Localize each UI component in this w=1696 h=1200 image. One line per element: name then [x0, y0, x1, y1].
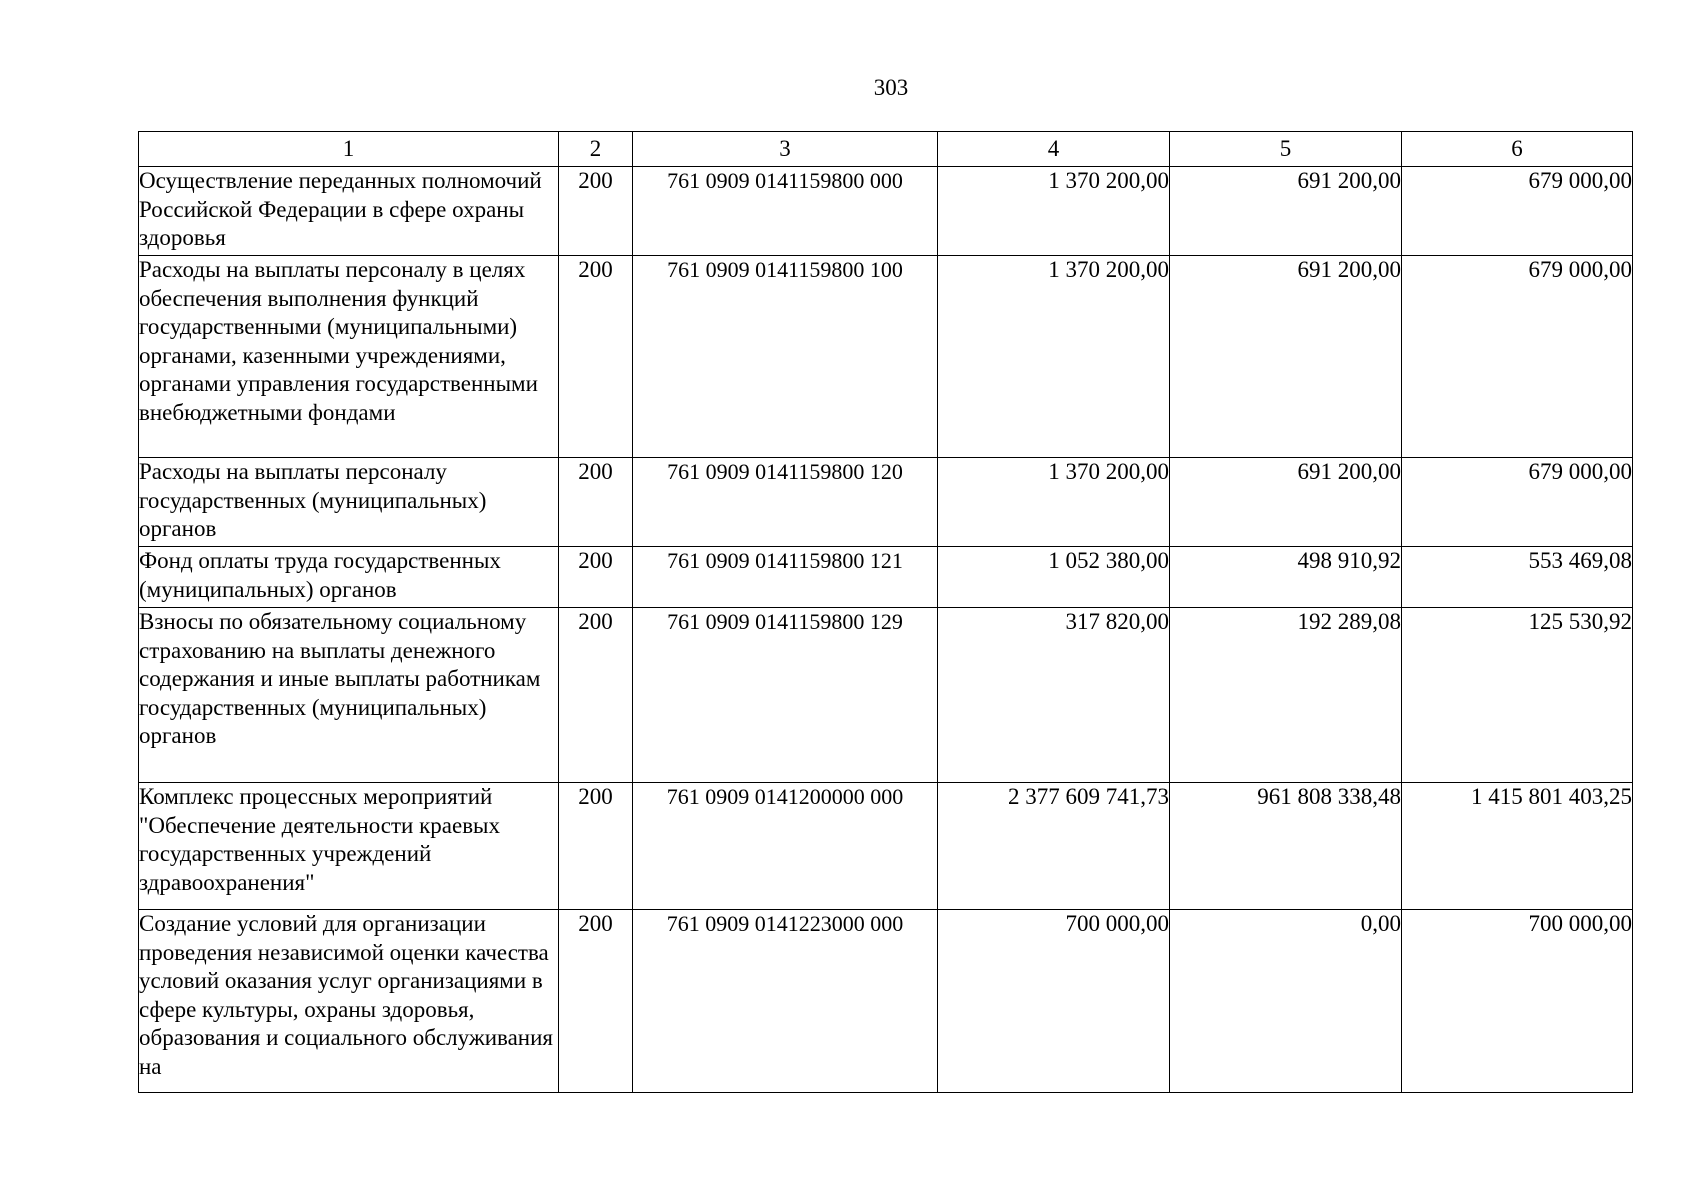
row-col6: 1 415 801 403,25: [1402, 783, 1633, 910]
row-code: 761 0909 0141159800 120: [633, 458, 938, 547]
row-col5: 498 910,92: [1170, 547, 1402, 608]
column-header-4: 4: [938, 132, 1170, 167]
row-col5: 691 200,00: [1170, 167, 1402, 256]
row-section: 200: [559, 783, 633, 910]
table-row: [139, 547, 1633, 608]
row-name: Взносы по обязательному социальному страхованию на выплаты денежного содержания и иные выплаты работникам государственных (муниципальных) органов: [139, 608, 559, 783]
budget-table: [138, 131, 1633, 1093]
row-code: 761 0909 0141159800 100: [633, 256, 938, 458]
row-col6: 679 000,00: [1402, 167, 1633, 256]
table-header-row: [139, 132, 1633, 167]
row-section: 200: [559, 458, 633, 547]
row-name: Осуществление переданных полномочий Российской Федерации в сфере охраны здоровья: [139, 167, 559, 256]
row-total: 1 052 380,00: [938, 547, 1170, 608]
row-total: 700 000,00: [938, 910, 1170, 1093]
row-name: Комплекс процессных мероприятий "Обеспечение деятельности краевых государственных учреждений здравоохранения": [139, 783, 559, 910]
row-col5: 0,00: [1170, 910, 1402, 1093]
row-code: 761 0909 0141159800 129: [633, 608, 938, 783]
row-name: Создание условий для организации проведения независимой оценки качества условий оказания услуг организациями в сфере культуры, охраны здоровья, образования и социального обслуживания на: [139, 910, 559, 1093]
table-row: [139, 256, 1633, 458]
table-row: [139, 167, 1633, 256]
row-col6: 700 000,00: [1402, 910, 1633, 1093]
column-header-2: 2: [559, 132, 633, 167]
row-total: 317 820,00: [938, 608, 1170, 783]
row-col5: 691 200,00: [1170, 458, 1402, 547]
row-name: Расходы на выплаты персоналу в целях обеспечения выполнения функций государственными (муниципальными) органами, казенными учреждениями, органами управления государственными внебюджетными фондами: [139, 256, 559, 458]
row-total: 1 370 200,00: [938, 256, 1170, 458]
row-section: 200: [559, 608, 633, 783]
row-col6: 553 469,08: [1402, 547, 1633, 608]
row-col6: 125 530,92: [1402, 608, 1633, 783]
column-header-6: 6: [1402, 132, 1633, 167]
row-total: 1 370 200,00: [938, 167, 1170, 256]
table-row: [139, 458, 1633, 547]
row-section: 200: [559, 256, 633, 458]
row-section: 200: [559, 167, 633, 256]
column-header-1: 1: [139, 132, 559, 167]
row-total: 2 377 609 741,73: [938, 783, 1170, 910]
row-code: 761 0909 0141159800 121: [633, 547, 938, 608]
column-header-3: 3: [633, 132, 938, 167]
page-number: 303: [873, 75, 909, 100]
row-col5: 192 289,08: [1170, 608, 1402, 783]
row-code: 761 0909 0141159800 000: [633, 167, 938, 256]
row-name: Фонд оплаты труда государственных (муниципальных) органов: [139, 547, 559, 608]
row-section: 200: [559, 910, 633, 1093]
table-row: [139, 783, 1633, 910]
row-col6: 679 000,00: [1402, 458, 1633, 547]
row-code: 761 0909 0141200000 000: [633, 783, 938, 910]
row-col5: 961 808 338,48: [1170, 783, 1402, 910]
row-col5: 691 200,00: [1170, 256, 1402, 458]
row-name: Расходы на выплаты персоналу государственных (муниципальных) органов: [139, 458, 559, 547]
row-col6: 679 000,00: [1402, 256, 1633, 458]
table-row: [139, 608, 1633, 783]
table-row: [139, 910, 1633, 1093]
row-code: 761 0909 0141223000 000: [633, 910, 938, 1093]
row-total: 1 370 200,00: [938, 458, 1170, 547]
row-section: 200: [559, 547, 633, 608]
column-header-5: 5: [1170, 132, 1402, 167]
